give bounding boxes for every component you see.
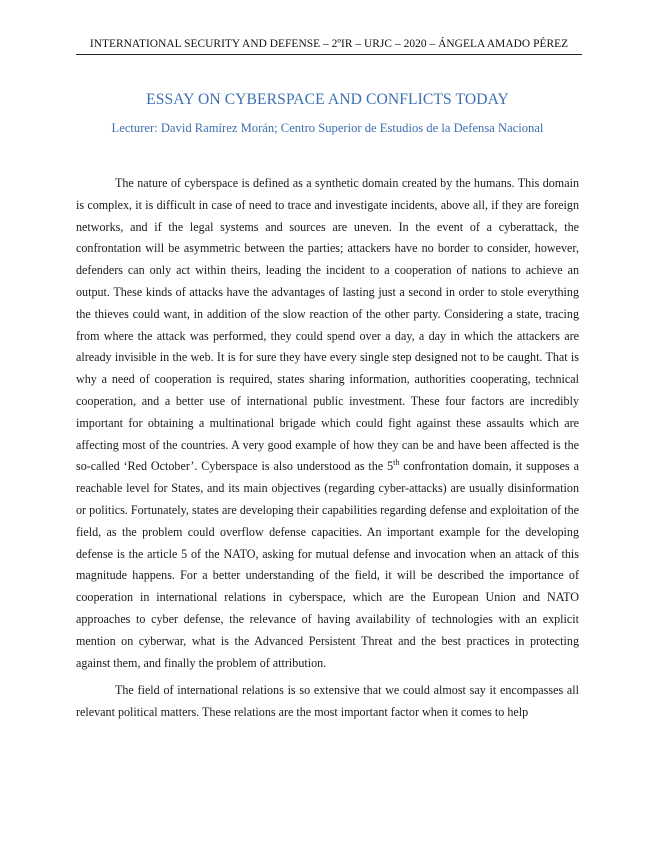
ordinal-suffix: th — [393, 458, 400, 468]
header-divider — [76, 54, 582, 55]
paragraph-1-part-a: The nature of cyberspace is defined as a synthetic domain created by the humans. This domain is complex, it is difficult in case of need to trace and investigate incidents, above all, if they are foreign networks, and if the legal systems and sources are uneven. In the event of a cyberattack, the confrontation will be asymmetric between the parties; attackers have no border to consider, however, defenders can only act within theirs, leading the incident to a cooperation of nations to achieve an output. These kinds of attacks have the advantages of lasting just a second in order to stole everything the thieves could want, in addition of the slow reaction of the other party. Considering a state, tracing from where the attack was performed, they could spend over a day, a day in which the attackers are already invisible in the web. It is for sure they have every single step designed not to be caught. That is why a need of cooperation is required, states sharing information, authorities cooperating, technical cooperation, and a better use of international public investment. These four factors are incredibly important for obtaining a multinational brigade which could fight against these assaults which are affecting most of the countries. A very good example of how they can be and have been affected is the so-called ‘Red October’. Cyberspace is also understood as the 5 — [76, 176, 579, 474]
paragraph-2: The field of international relations is so extensive that we could almost say it encompasses all relevant political matters. These relations are the most important factor when it comes to help — [76, 682, 579, 719]
paragraph-1 — [76, 173, 579, 674]
running-header: INTERNATIONAL SECURITY AND DEFENSE – 2ºIR – URJC – 2020 – ÁNGELA AMADO PÉREZ — [89, 38, 569, 50]
essay-title: ESSAY ON CYBERSPACE AND CONFLICTS TODAY — [146, 91, 509, 108]
paragraph-1-part-b: confrontation domain, it supposes a reachable level for States, and its main objectives (regarding cyber-attacks) are usually disinformation or politics. Fortunately, states are developing their capabilities regarding defense and exploitation of the field, as the problem could overflow defense capacities. An important example for the developing defense is the article 5 of the NATO, asking for mutual defense and invocation when an attack of this magnitude happens. For a better understanding of the field, it will be described the importance of cooperation in international relations in cyberspace, which are the European Union and NATO approaches to cyber defense, the relevance of having availability of technologies with an explicit mention on cyberwar, what is the Advanced Persistent Threat and the best practices in protecting against them, and finally the problem of attribution. — [76, 459, 579, 670]
essay-subtitle: Lecturer: David Ramírez Morán; Centro Superior de Estudios de la Defensa Nacional — [111, 121, 544, 135]
essay-body — [76, 173, 579, 729]
